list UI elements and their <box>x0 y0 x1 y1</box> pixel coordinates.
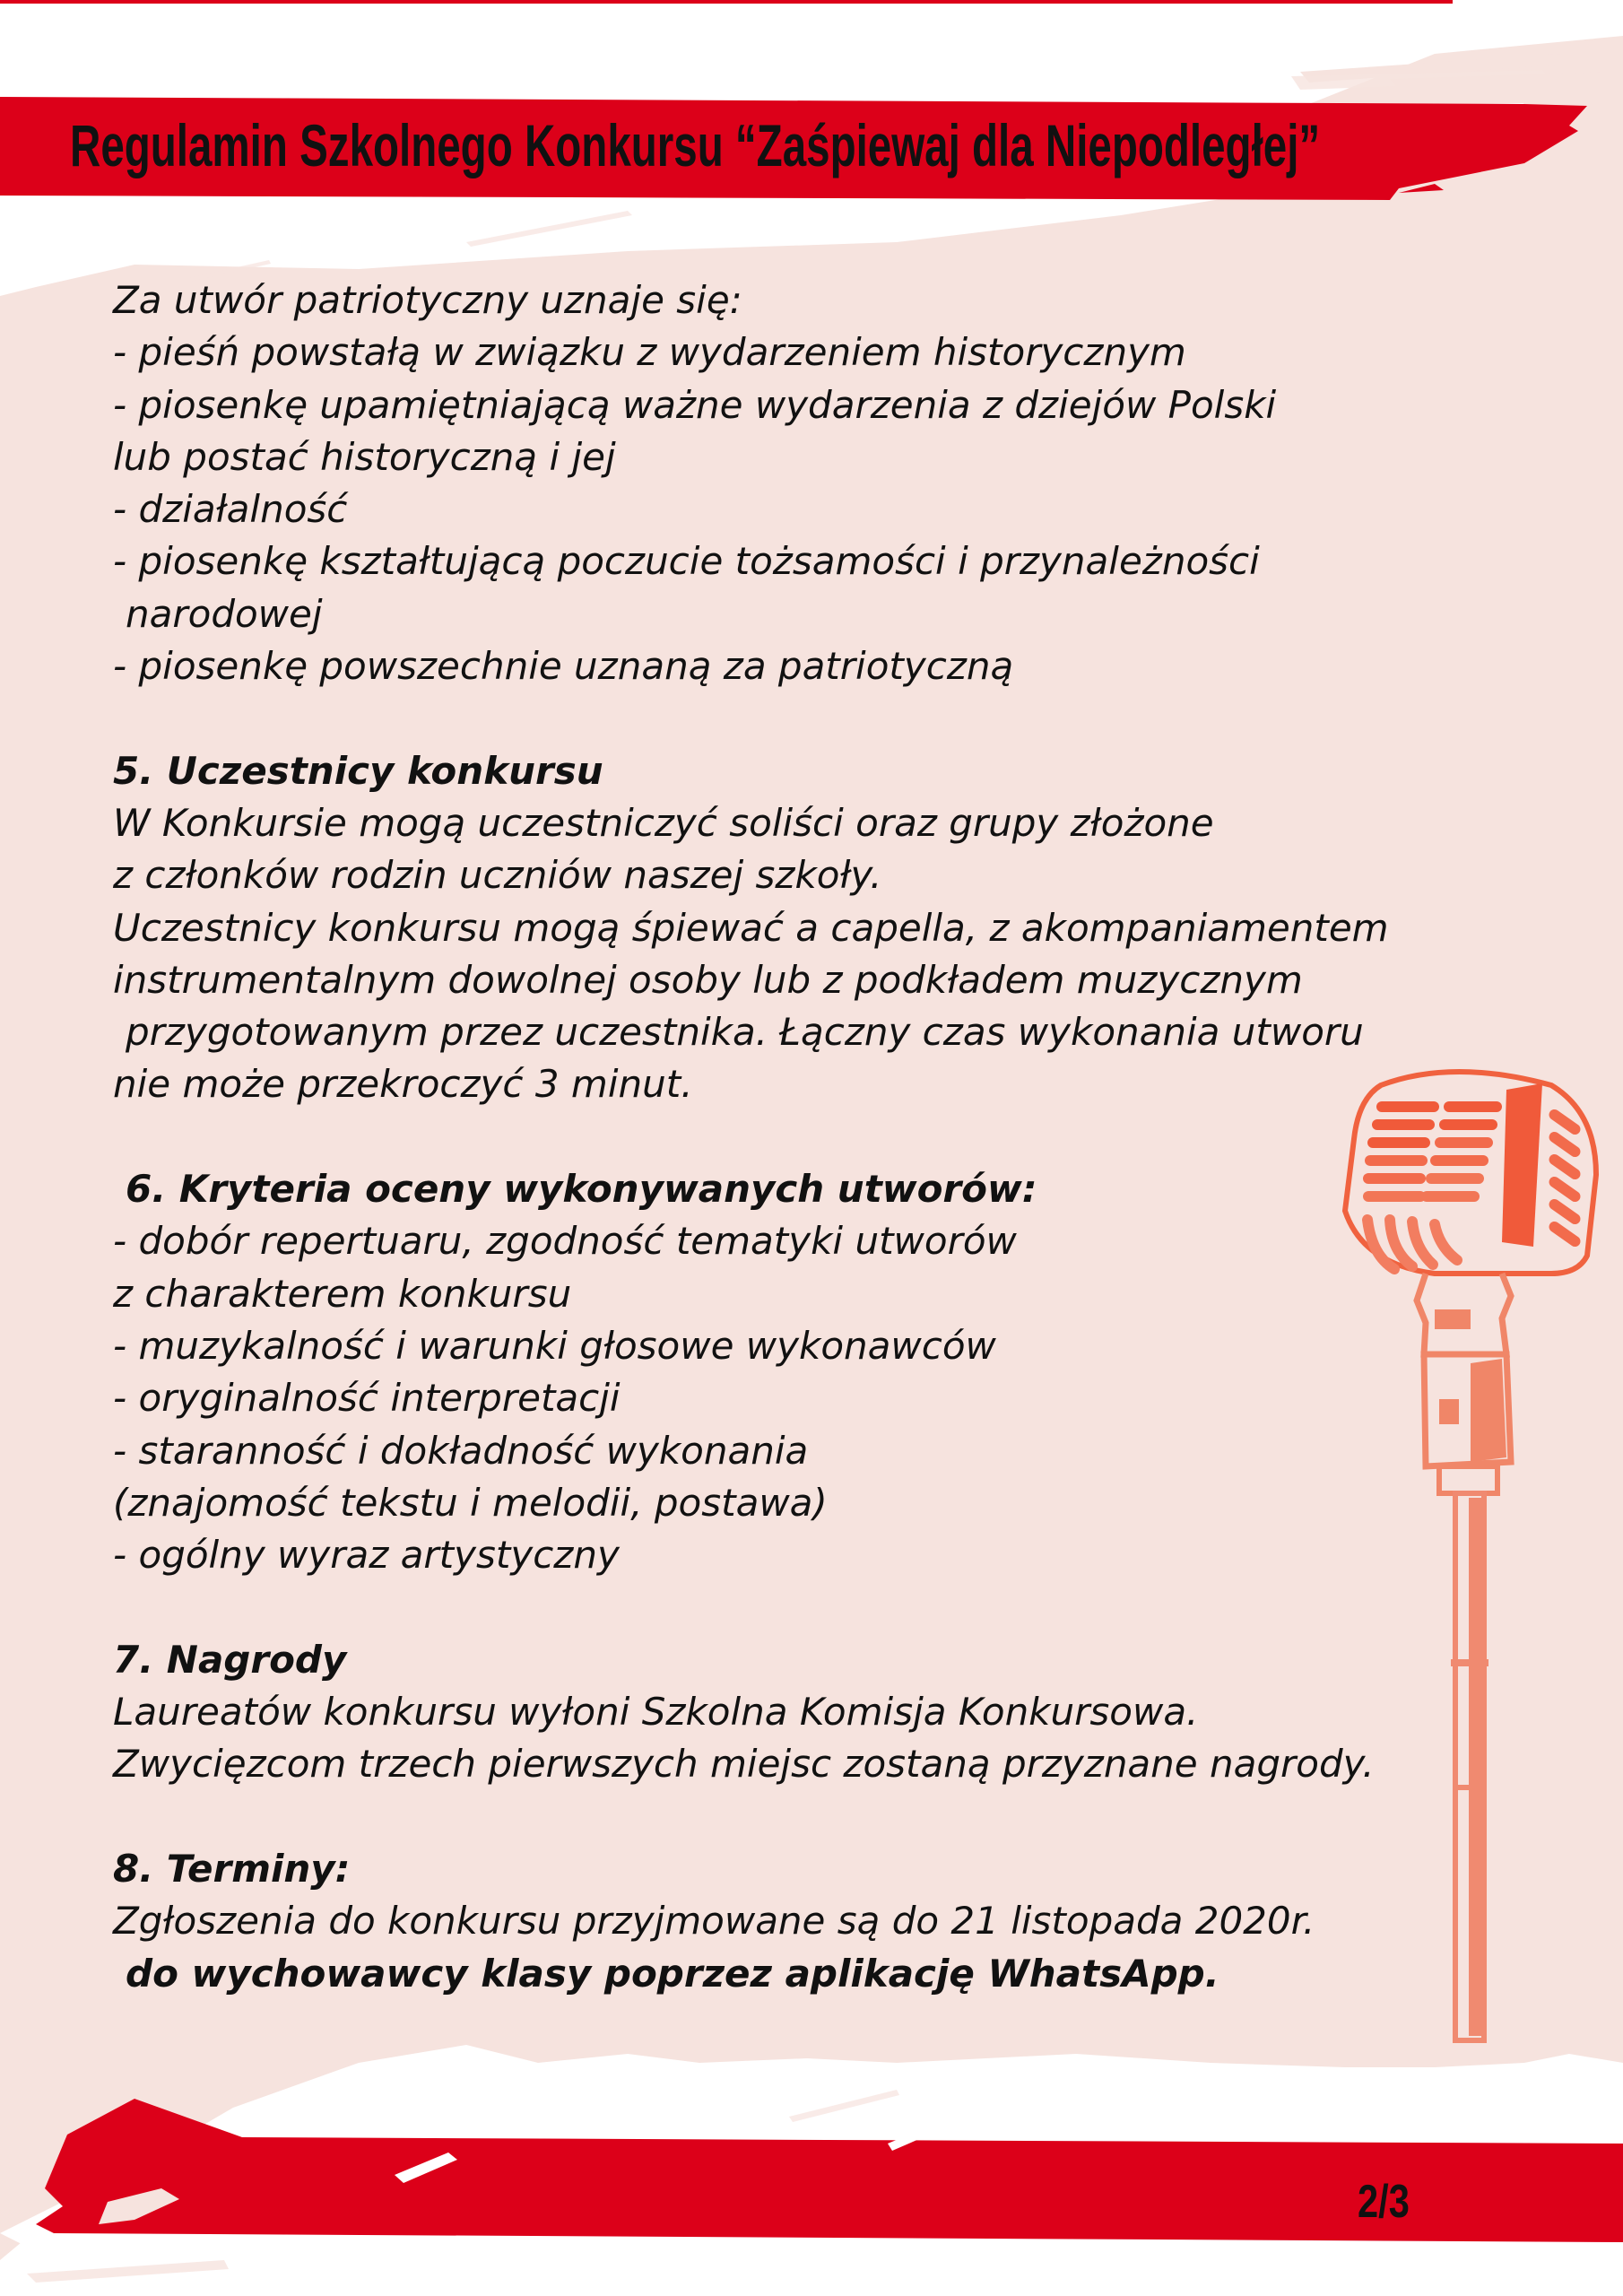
section-6-heading: 6. Kryteria oceny wykonywanych utworów: <box>126 1167 1037 1212</box>
section-5-line: nie może przekroczyć 3 minut. <box>113 1062 693 1107</box>
page-number: 2/3 <box>1358 2176 1410 2228</box>
list-item: - piosenkę powszechnie uznaną za patriotyczną <box>113 644 1014 689</box>
section-7-line: Zwycięzcom trzech pierwszych miejsc zostaną przyznane nagrody. <box>113 1742 1375 1787</box>
section-5-line: z członków rodzin uczniów naszej szkoły. <box>113 853 882 898</box>
section-8-line: do wychowawcy klasy poprzez aplikację WhatsApp. <box>126 1951 1219 1996</box>
section-6-line: z charakterem konkursu <box>113 1271 572 1316</box>
list-item: - działalność <box>113 487 348 532</box>
list-item: lub postać historyczną i jej <box>113 434 616 479</box>
section-5-line: instrumentalnym dowolnej osoby lub z podkładem muzycznym <box>113 957 1303 1002</box>
intro-lead: Za utwór patriotyczny uznaje się: <box>113 278 742 322</box>
section-6-line: - muzykalność i warunki głosowe wykonawców <box>113 1323 996 1368</box>
list-item: narodowej <box>126 591 323 636</box>
section-8-heading: 8. Terminy: <box>113 1846 351 1891</box>
list-item: - piosenkę upamiętniającą ważne wydarzenia z dziejów Polski <box>113 382 1277 427</box>
section-5-line: Uczestnicy konkursu mogą śpiewać a capella, z akompaniamentem <box>113 905 1389 950</box>
section-6-line: - dobór repertuaru, zgodność tematyki utworów <box>113 1219 1017 1264</box>
section-5-line: przygotowanym przez uczestnika. Łączny czas wykonania utworu <box>126 1010 1364 1055</box>
section-5-line: W Konkursie mogą uczestniczyć soliści oraz grupy złożone <box>113 800 1214 845</box>
page-title: Regulamin Szkolnego Konkursu “Zaśpiewaj dla Niepodległej” <box>70 112 1321 178</box>
section-6-line: - ogólny wyraz artystyczny <box>113 1533 620 1578</box>
section-7-heading: 7. Nagrody <box>113 1637 347 1682</box>
section-7-line: Laureatów konkursu wyłoni Szkolna Komisja Konkursowa. <box>113 1690 1199 1735</box>
list-item: - pieśń powstałą w związku z wydarzeniem historycznym <box>113 330 1186 375</box>
section-6-line: (znajomość tekstu i melodii, postawa) <box>113 1480 828 1525</box>
top-thin-red-line <box>0 0 1453 4</box>
list-item: - piosenkę kształtującą poczucie tożsamości i przynależności <box>113 539 1260 584</box>
section-6-line: - oryginalność interpretacji <box>113 1376 621 1421</box>
regulations-content <box>113 274 1512 2000</box>
section-6-line: - staranność i dokładność wykonania <box>113 1428 809 1473</box>
section-5-heading: 5. Uczestnicy konkursu <box>113 748 603 793</box>
section-8-line: Zgłoszenia do konkursu przyjmowane są do 21 listopada 2020r. <box>113 1899 1315 1944</box>
